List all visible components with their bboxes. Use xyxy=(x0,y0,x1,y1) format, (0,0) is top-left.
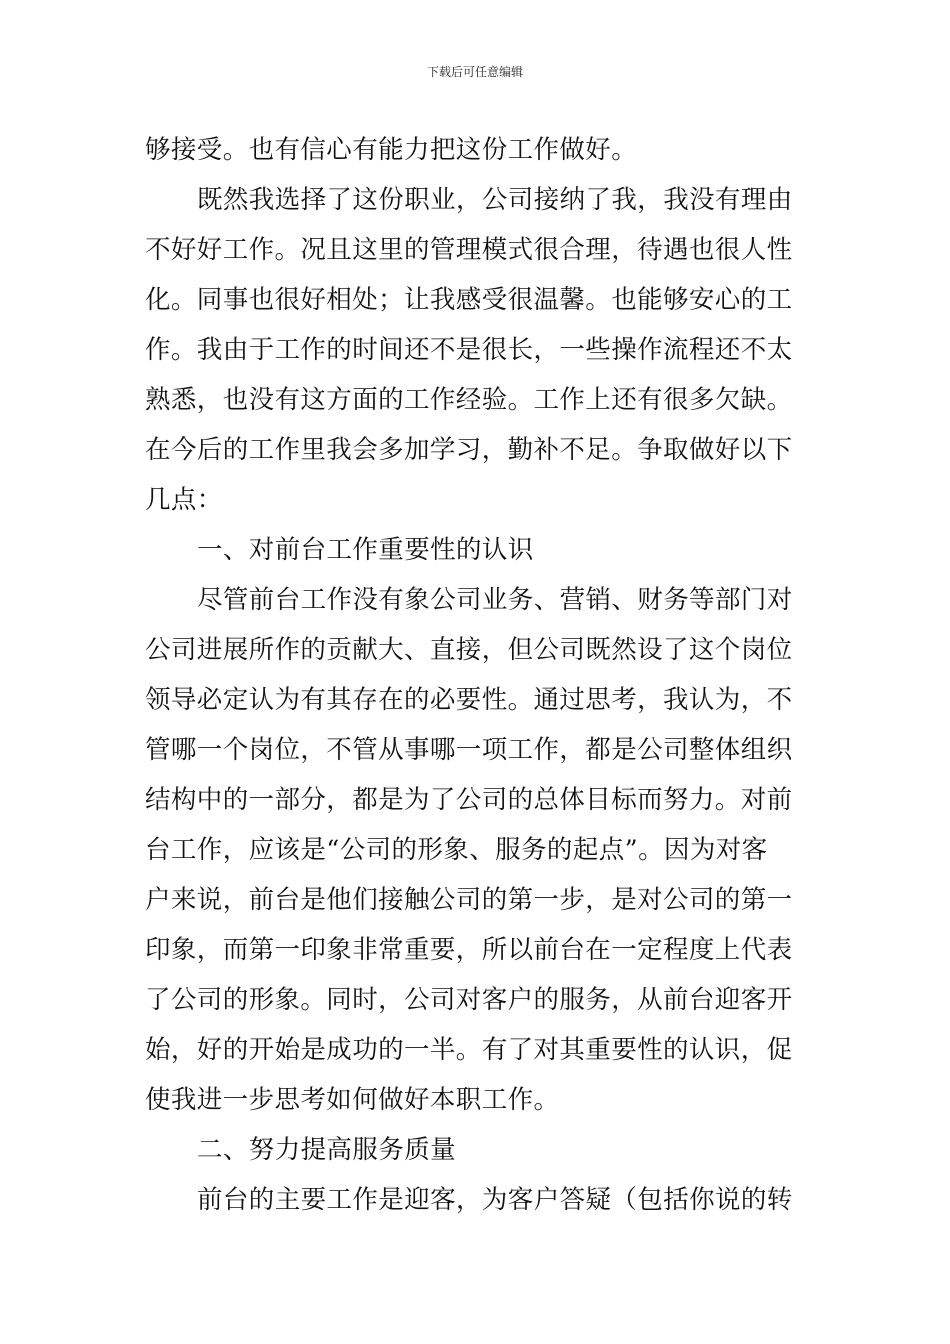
text-line: 在今后的工作里我会多加学习，勤补不足。争取做好以下 xyxy=(145,435,793,465)
text-line: 管哪一个岗位，不管从事哪一项工作，都是公司整体组织 xyxy=(145,735,793,765)
section-heading-2: 二、努力提高服务质量 xyxy=(197,1135,457,1165)
text-line: 熟悉，也没有这方面的工作经验。工作上还有很多欠缺。 xyxy=(145,385,793,415)
text-line: 化。同事也很好相处；让我感受很温馨。也能够安心的工 xyxy=(145,285,793,315)
paragraph-start-line: 尽管前台工作没有象公司业务、营销、财务等部门对 xyxy=(197,585,793,615)
text-line: 了公司的形象。同时，公司对客户的服务，从前台迎客开 xyxy=(145,985,793,1015)
section-heading-1: 一、对前台工作重要性的认识 xyxy=(197,535,534,565)
document-body xyxy=(145,125,810,1225)
text-line: 公司进展所作的贡献大、直接，但公司既然设了这个岗位 xyxy=(145,635,793,665)
page-header: 下载后可任意编辑 xyxy=(426,65,523,79)
text-line: 领导必定认为有其存在的必要性。通过思考，我认为，不 xyxy=(145,685,793,715)
paragraph-start-line: 前台的主要工作是迎客，为客户答疑（包括你说的转 xyxy=(197,1185,793,1215)
paragraph-start-line: 既然我选择了这份职业，公司接纳了我，我没有理由 xyxy=(197,185,793,215)
text-line: 使我进一步思考如何做好本职工作。 xyxy=(145,1085,560,1115)
text-line: 台工作，应该是“公司的形象、服务的起点”。因为对客 xyxy=(145,835,768,865)
text-line: 印象，而第一印象非常重要，所以前台在一定程度上代表 xyxy=(145,935,793,965)
text-line: 始，好的开始是成功的一半。有了对其重要性的认识，促 xyxy=(145,1035,793,1065)
text-line: 结构中的一部分，都是为了公司的总体目标而努力。对前 xyxy=(145,785,793,815)
text-line: 够接受。也有信心有能力把这份工作做好。 xyxy=(145,135,638,165)
text-line: 几点： xyxy=(145,485,223,515)
text-line: 不好好工作。况且这里的管理模式很合理，待遇也很人性 xyxy=(145,235,793,265)
text-line: 户来说，前台是他们接触公司的第一步，是对公司的第一 xyxy=(145,885,793,915)
text-line: 作。我由于工作的时间还不是很长，一些操作流程还不太 xyxy=(145,335,793,365)
